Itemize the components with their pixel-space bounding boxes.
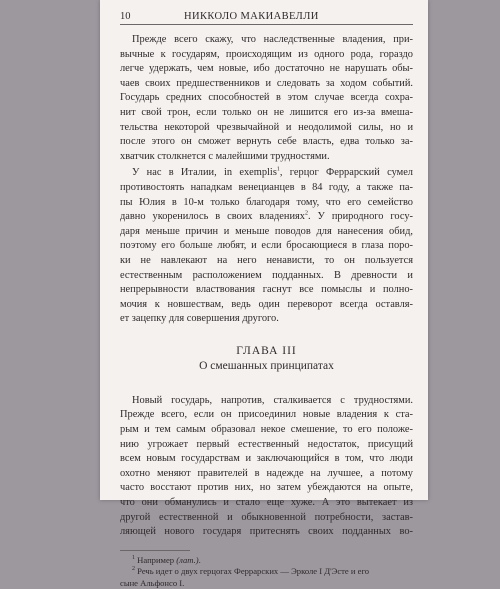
footnote-divider (120, 550, 190, 551)
footnote-end: . (198, 554, 201, 565)
text-line: ет зацепку для совершения другого. (120, 313, 279, 325)
page-header (120, 9, 413, 25)
page-number: 10 (120, 11, 131, 22)
text-line: поэтому его больше любят, и если бросающиеся в глаза поро- (120, 240, 413, 252)
paragraph-1 (120, 33, 413, 164)
footnotes (120, 555, 413, 589)
text-line: легче удержать, чем новые, ибо достаточно не нарушать обы- (120, 63, 413, 75)
text-line: ки не навлекают на него ненависти, то он пользуется (120, 254, 413, 266)
text-span: , герцог Феррарский сумел (279, 167, 413, 179)
text-span: давно укоренилось в своих владениях (120, 211, 305, 223)
text-line: нит свой трон, если только он не лишится его из-за вмеша- (120, 106, 413, 118)
text-line: другой естественной и обыкновенной потребности, застав- (120, 511, 413, 523)
text-line: Новый государь, напротив, сталкивается с трудностями. (132, 394, 413, 406)
paragraph-3 (120, 394, 413, 540)
running-head: НИККОЛО МАКИАВЕЛЛИ (184, 11, 319, 22)
footnote-ref-2: 2 (305, 210, 308, 217)
footnote-text: Речь идет о двух герцогах Феррарских — Эрколе I Д'Эсте и его (137, 566, 370, 577)
text-span: . У природного госу- (308, 211, 413, 223)
footnote-text: Например (137, 554, 175, 565)
text-line (120, 166, 413, 181)
chapter-subtitle: О смешанных принципатах (199, 359, 334, 372)
text-line: тельства некоторой чрезвычайной и неодолимой силы, но и (120, 121, 413, 133)
text-line: противостоять нападкам венецианцев в 84 году, а также па- (120, 181, 413, 193)
footnote-1 (120, 555, 413, 567)
footnote-ref-1: 1 (276, 166, 280, 173)
text-line: после этого он сможет вернуть себе власть, едва только за- (120, 136, 413, 148)
chapter-title: ГЛАВА III (236, 344, 297, 357)
text-line: чаев своих предшественников и следовать за ходом событий. (120, 77, 413, 89)
text-span: У нас в Италии, in exemplis (132, 167, 277, 179)
text-line: Государь средних способностей в этом случае всегда сохра- (120, 92, 413, 104)
text-line: нию угрожает первый естественный недостаток, присущий (120, 438, 413, 450)
footnote-note: (лат.) (176, 554, 199, 565)
book-page (100, 0, 428, 588)
text-line: часто восстают против них, но затем убеждаются на опыте, (120, 482, 413, 494)
footnote-2 (120, 566, 413, 578)
footnote-marker: 2 (132, 566, 135, 573)
text-line: Прежде всего скажу, что наследственные владения, при- (132, 34, 413, 45)
text-line: пы Юлия в 10-м только благодаря тому, что его семейство (120, 196, 413, 208)
text-line: охотно меняют правителей в надежде на лучшее, а потому (120, 467, 413, 479)
text-line: даря меньше причин и меньше поводов для нанесения обид, (120, 225, 413, 237)
text-line: мочия к новшествам, ведь один переворот всегда оставля- (120, 298, 413, 310)
text-line: хватчик столкнется с малейшими трудностями. (120, 150, 330, 162)
text-line: естественным расположением подданных. В древности и (120, 269, 413, 281)
text-line (120, 210, 413, 225)
footnote-2-continued: сыне Альфонсо I. (120, 577, 185, 588)
text-line: Прежде всего, если он присоединил новые владения к ста- (120, 409, 413, 421)
text-line: всем новым государствам и заключающийся в том, что люди (120, 453, 413, 465)
text-line: вычные к государям, происходящим из одного рода, гораздо (120, 48, 413, 60)
text-line: рым и тем самым образовал некое смешение, то его положе- (120, 424, 413, 436)
paragraph-2 (120, 166, 413, 327)
text-line: что они обманулись и стало еще хуже. А это вытекает из (120, 497, 413, 509)
footnote-marker: 1 (132, 554, 135, 561)
text-line: ляющей нового государя притеснять своих подданных во- (120, 526, 413, 538)
text-line: непрерывности властвования гаснут все помыслы и полно- (120, 284, 413, 296)
page-body (120, 9, 413, 589)
